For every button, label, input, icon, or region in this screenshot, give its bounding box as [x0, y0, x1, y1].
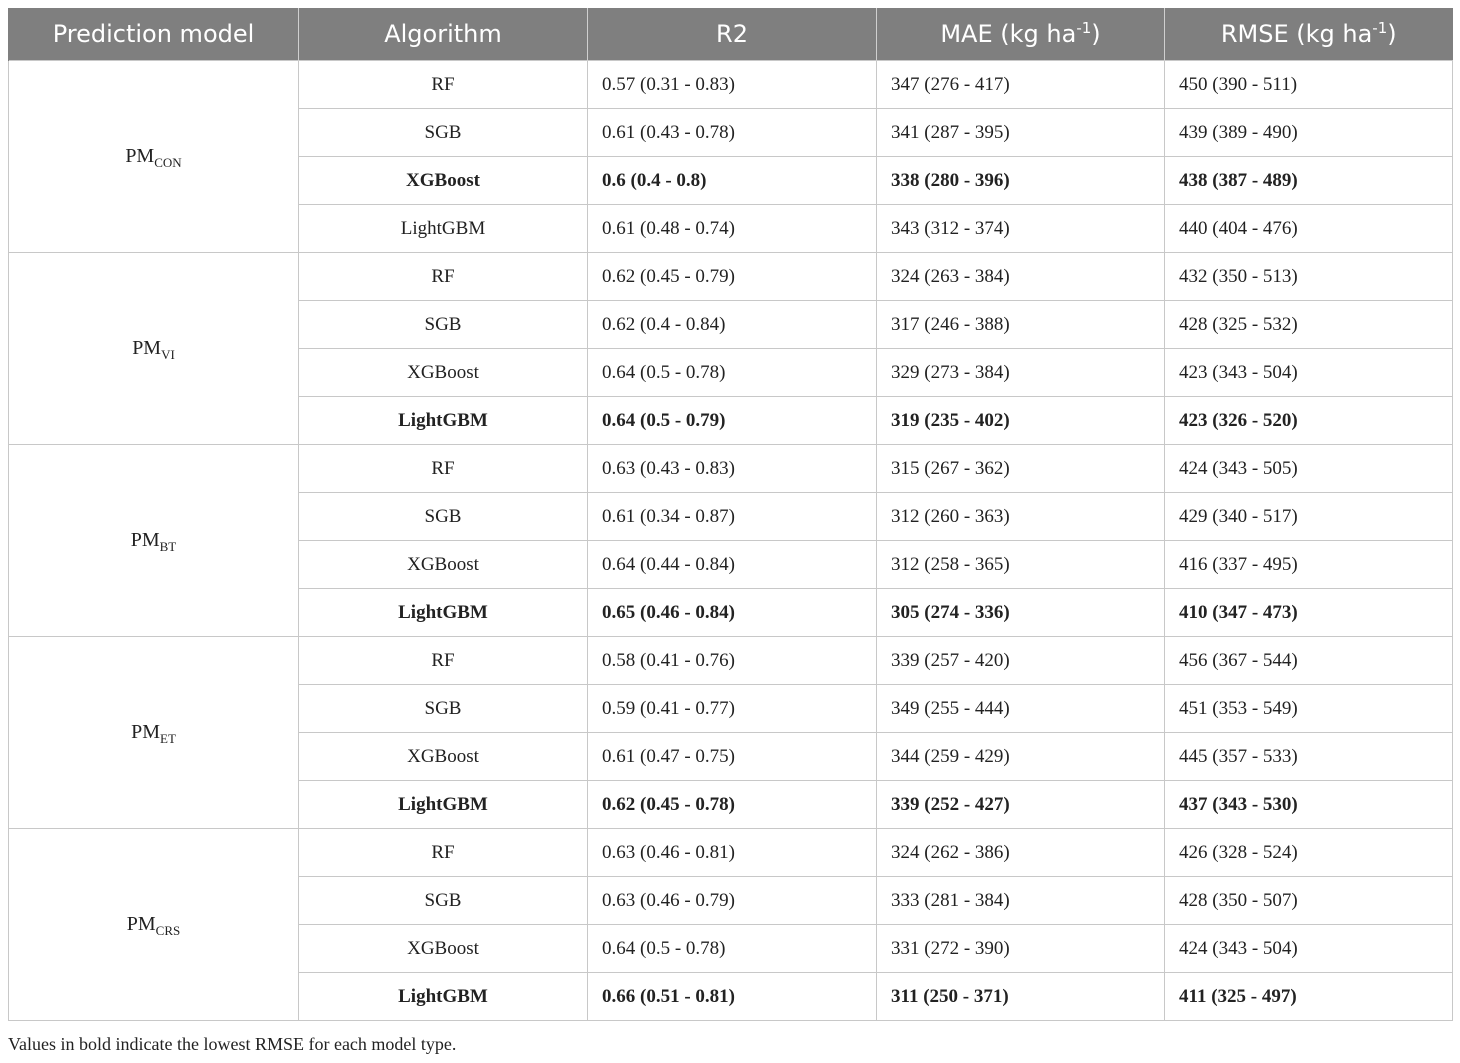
rmse-cell: 439 (389 - 490)	[1165, 109, 1453, 157]
r2-cell: 0.59 (0.41 - 0.77)	[588, 685, 877, 733]
rmse-cell: 426 (328 - 524)	[1165, 829, 1453, 877]
mae-cell: 347 (276 - 417)	[877, 61, 1165, 109]
model-cell: $PM_{CON}$	[9, 61, 299, 253]
algorithm-cell: LightGBM	[299, 205, 588, 253]
algorithm-cell: RF	[299, 445, 588, 493]
r2-cell: 0.61 (0.47 - 0.75)	[588, 733, 877, 781]
rmse-cell: 428 (350 - 507)	[1165, 877, 1453, 925]
r2-cell: 0.65 (0.46 - 0.84)	[588, 589, 877, 637]
algorithm-cell: XGBoost	[299, 541, 588, 589]
r2-cell: 0.64 (0.44 - 0.84)	[588, 541, 877, 589]
algorithm-cell: LightGBM	[299, 973, 588, 1021]
r2-cell: 0.63 (0.46 - 0.79)	[588, 877, 877, 925]
rmse-cell: 410 (347 - 473)	[1165, 589, 1453, 637]
table-row	[9, 637, 1453, 685]
header-r2: R2	[588, 8, 877, 61]
header-row	[9, 8, 1453, 61]
rmse-cell: 438 (387 - 489)	[1165, 157, 1453, 205]
mae-cell: 305 (274 - 336)	[877, 589, 1165, 637]
rmse-cell: 428 (325 - 532)	[1165, 301, 1453, 349]
mae-cell: 339 (257 - 420)	[877, 637, 1165, 685]
r2-cell: 0.61 (0.43 - 0.78)	[588, 109, 877, 157]
algorithm-cell: SGB	[299, 109, 588, 157]
algorithm-cell: XGBoost	[299, 349, 588, 397]
rmse-cell: 429 (340 - 517)	[1165, 493, 1453, 541]
algorithm-cell: RF	[299, 61, 588, 109]
mae-cell: 344 (259 - 429)	[877, 733, 1165, 781]
mae-cell: 343 (312 - 374)	[877, 205, 1165, 253]
algorithm-cell: LightGBM	[299, 397, 588, 445]
mae-cell: 319 (235 - 402)	[877, 397, 1165, 445]
r2-cell: 0.6 (0.4 - 0.8)	[588, 157, 877, 205]
rmse-cell: 424 (343 - 504)	[1165, 925, 1453, 973]
mae-cell: 312 (258 - 365)	[877, 541, 1165, 589]
r2-cell: 0.58 (0.41 - 0.76)	[588, 637, 877, 685]
r2-cell: 0.63 (0.46 - 0.81)	[588, 829, 877, 877]
table-footnote: Values in bold indicate the lowest RMSE for each model type.	[8, 1034, 457, 1054]
table-row	[9, 829, 1453, 877]
rmse-cell: 451 (353 - 549)	[1165, 685, 1453, 733]
mae-cell: 324 (263 - 384)	[877, 253, 1165, 301]
algorithm-cell: XGBoost	[299, 925, 588, 973]
r2-cell: 0.66 (0.51 - 0.81)	[588, 973, 877, 1021]
r2-cell: 0.62 (0.45 - 0.79)	[588, 253, 877, 301]
mae-cell: 317 (246 - 388)	[877, 301, 1165, 349]
model-cell: $PM_{CRS}$	[9, 829, 299, 1021]
header-rmse: RMSE (kg $ha^{-1}$)	[1165, 8, 1453, 61]
mae-cell: 329 (273 - 384)	[877, 349, 1165, 397]
mae-cell: 341 (287 - 395)	[877, 109, 1165, 157]
r2-cell: 0.64 (0.5 - 0.79)	[588, 397, 877, 445]
algorithm-cell: SGB	[299, 685, 588, 733]
rmse-cell: 424 (343 - 505)	[1165, 445, 1453, 493]
header-prediction-model: Prediction model	[9, 8, 299, 61]
r2-cell: 0.62 (0.45 - 0.78)	[588, 781, 877, 829]
rmse-cell: 456 (367 - 544)	[1165, 637, 1453, 685]
results-table-container	[8, 8, 1452, 1021]
model-cell: $PM_{ET}$	[9, 637, 299, 829]
rmse-cell: 450 (390 - 511)	[1165, 61, 1453, 109]
results-table	[8, 8, 1453, 1021]
table-row	[9, 445, 1453, 493]
mae-cell: 331 (272 - 390)	[877, 925, 1165, 973]
algorithm-cell: RF	[299, 253, 588, 301]
algorithm-cell: RF	[299, 637, 588, 685]
rmse-cell: 423 (343 - 504)	[1165, 349, 1453, 397]
algorithm-cell: RF	[299, 829, 588, 877]
r2-cell: 0.61 (0.34 - 0.87)	[588, 493, 877, 541]
header-mae: MAE (kg $ha^{-1}$)	[877, 8, 1165, 61]
algorithm-cell: SGB	[299, 301, 588, 349]
rmse-cell: 416 (337 - 495)	[1165, 541, 1453, 589]
table-header	[9, 8, 1453, 61]
rmse-cell: 445 (357 - 533)	[1165, 733, 1453, 781]
mae-cell: 333 (281 - 384)	[877, 877, 1165, 925]
mae-cell: 339 (252 - 427)	[877, 781, 1165, 829]
mae-cell: 311 (250 - 371)	[877, 973, 1165, 1021]
algorithm-cell: LightGBM	[299, 589, 588, 637]
rmse-cell: 437 (343 - 530)	[1165, 781, 1453, 829]
r2-cell: 0.61 (0.48 - 0.74)	[588, 205, 877, 253]
rmse-cell: 440 (404 - 476)	[1165, 205, 1453, 253]
algorithm-cell: XGBoost	[299, 157, 588, 205]
rmse-cell: 411 (325 - 497)	[1165, 973, 1453, 1021]
rmse-cell: 432 (350 - 513)	[1165, 253, 1453, 301]
r2-cell: 0.64 (0.5 - 0.78)	[588, 349, 877, 397]
algorithm-cell: XGBoost	[299, 733, 588, 781]
r2-cell: 0.62 (0.4 - 0.84)	[588, 301, 877, 349]
mae-cell: 349 (255 - 444)	[877, 685, 1165, 733]
r2-cell: 0.64 (0.5 - 0.78)	[588, 925, 877, 973]
r2-cell: 0.57 (0.31 - 0.83)	[588, 61, 877, 109]
mae-cell: 312 (260 - 363)	[877, 493, 1165, 541]
header-algorithm: Algorithm	[299, 8, 588, 61]
table-body	[9, 61, 1453, 1021]
model-cell: $PM_{VI}$	[9, 253, 299, 445]
table-row	[9, 61, 1453, 109]
mae-cell: 315 (267 - 362)	[877, 445, 1165, 493]
r2-cell: 0.63 (0.43 - 0.83)	[588, 445, 877, 493]
algorithm-cell: LightGBM	[299, 781, 588, 829]
mae-cell: 338 (280 - 396)	[877, 157, 1165, 205]
mae-cell: 324 (262 - 386)	[877, 829, 1165, 877]
rmse-cell: 423 (326 - 520)	[1165, 397, 1453, 445]
algorithm-cell: SGB	[299, 493, 588, 541]
table-row	[9, 253, 1453, 301]
algorithm-cell: SGB	[299, 877, 588, 925]
model-cell: $PM_{BT}$	[9, 445, 299, 637]
